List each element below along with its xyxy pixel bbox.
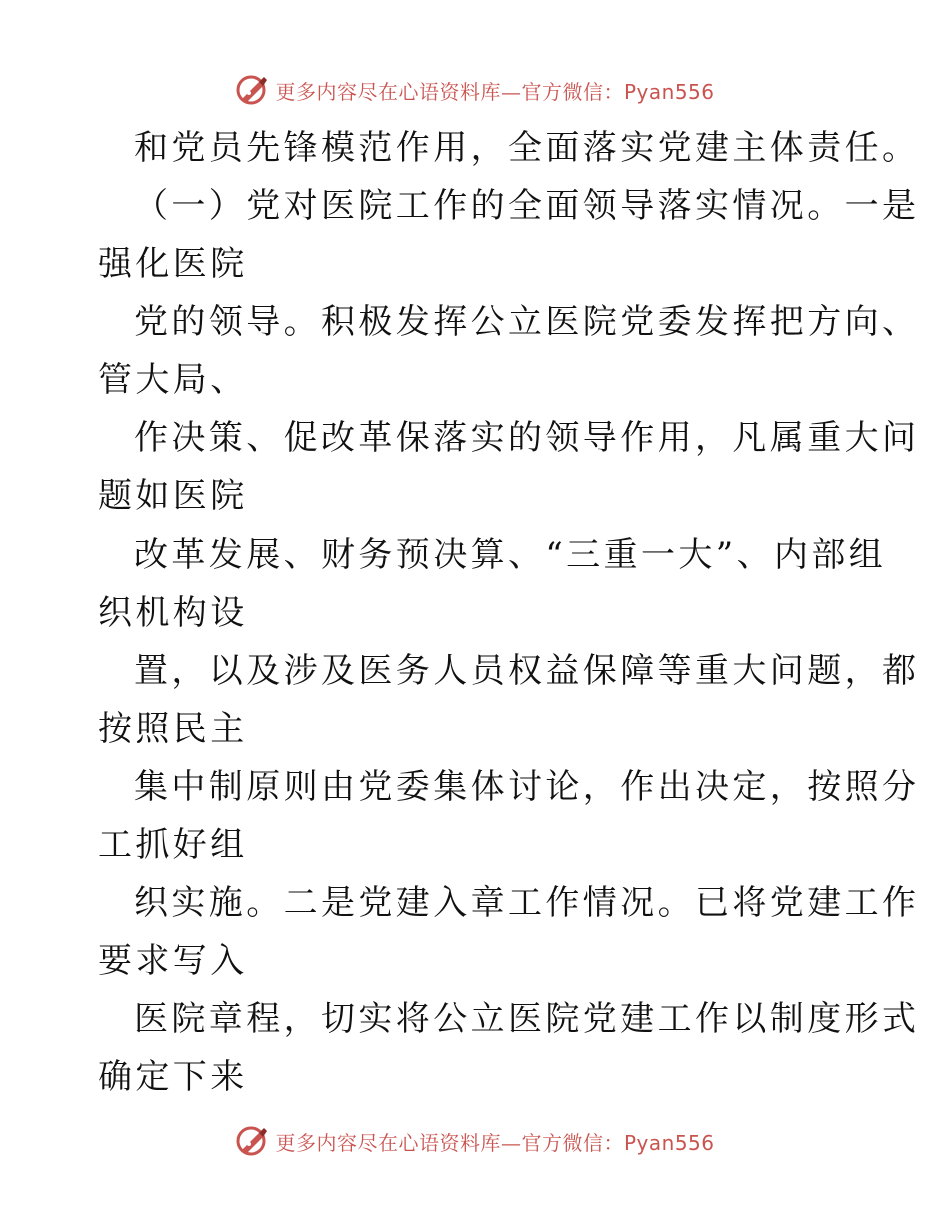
footer-watermark [0, 1121, 950, 1161]
watermark-id: Pyan556 [623, 1130, 715, 1155]
header-watermark [0, 70, 950, 110]
text-line: 和党员先锋模范作用，全面落实党建主体责任。 [134, 128, 920, 168]
text-line: 题如医院 [98, 476, 248, 516]
watermark-id: Pyan556 [623, 79, 715, 104]
pen-logo-icon [235, 73, 269, 107]
text-line: 集中制原则由党委集体讨论，作出决定，按照分 [134, 767, 920, 807]
text-line: 强化医院 [98, 244, 248, 284]
text-line: 确定下来 [98, 1057, 248, 1097]
pen-logo-icon [235, 1124, 269, 1158]
text-line: 置，以及涉及医务人员权益保障等重大问题，都 [134, 651, 920, 691]
text-line: 织实施。二是党建入章工作情况。已将党建工作 [134, 883, 920, 923]
text-line: 按照民主 [98, 709, 248, 749]
text-line: 织机构设 [98, 593, 248, 633]
text-line: 工抓好组 [98, 825, 248, 865]
text-line: 医院章程，切实将公立医院党建工作以制度形式 [134, 999, 920, 1039]
watermark-text: 更多内容尽在心语资料库—官方微信： [275, 1130, 624, 1155]
text-line: （一）党对医院工作的全面领导落实情况。一是 [134, 186, 920, 226]
text-line: 改革发展、财务预决算、“三重一大”、内部组 [134, 535, 887, 575]
text-line: 管大局、 [98, 360, 248, 400]
watermark-text: 更多内容尽在心语资料库—官方微信： [275, 79, 624, 104]
text-line: 要求写入 [98, 941, 248, 981]
text-line: 作决策、促改革保落实的领导作用，凡属重大问 [134, 418, 920, 458]
text-line: 党的领导。积极发挥公立医院党委发挥把方向、 [134, 302, 920, 342]
